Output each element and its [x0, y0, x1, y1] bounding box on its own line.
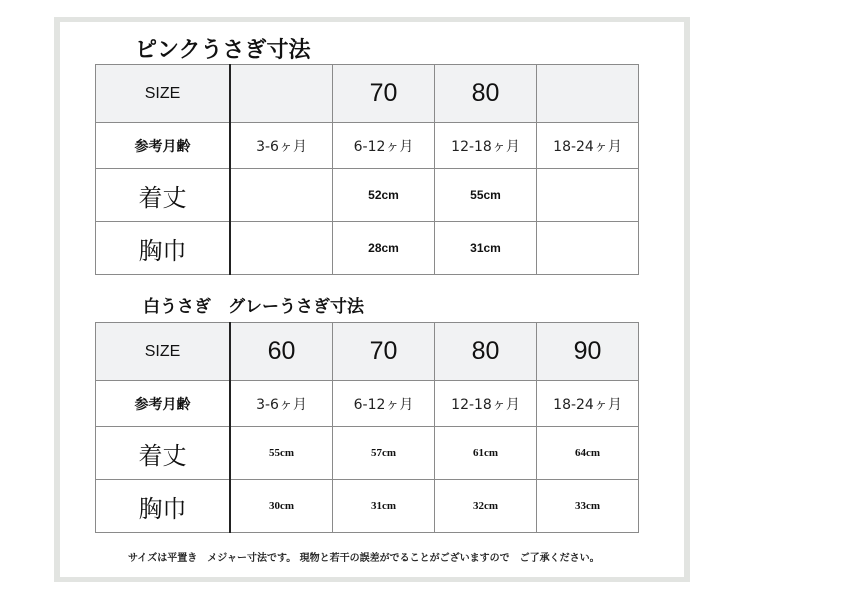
chest-cell: 31cm	[333, 480, 435, 533]
chest-cell: 32cm	[435, 480, 537, 533]
age-label: 参考月齢	[96, 381, 231, 427]
page-frame	[54, 17, 690, 582]
chest-cell: 28cm	[333, 222, 435, 275]
size-label: SIZE	[96, 323, 231, 381]
age-cell: 18-24ヶ月	[537, 381, 639, 427]
size-cell: 80	[435, 65, 537, 123]
age-cell: 18-24ヶ月	[537, 123, 639, 169]
length-cell: 64cm	[537, 427, 639, 480]
chest-cell	[537, 222, 639, 275]
table-row	[96, 65, 639, 123]
length-label: 着丈	[96, 427, 231, 480]
table-row	[96, 427, 639, 480]
size-cell	[230, 65, 333, 123]
age-cell: 3-6ヶ月	[230, 381, 333, 427]
length-cell	[230, 169, 333, 222]
measurement-note: サイズは平置き メジャー寸法です。 現物と若干の誤差がでることがございますので ご了承ください。	[128, 553, 600, 564]
length-cell: 55cm	[435, 169, 537, 222]
length-cell	[537, 169, 639, 222]
pink-rabbit-size-table	[95, 64, 639, 275]
table-row	[96, 123, 639, 169]
length-cell: 55cm	[230, 427, 333, 480]
chest-label: 胸巾	[96, 222, 231, 275]
size-cell: 80	[435, 323, 537, 381]
age-cell: 6-12ヶ月	[333, 123, 435, 169]
age-cell: 6-12ヶ月	[333, 381, 435, 427]
size-cell	[537, 65, 639, 123]
age-label: 参考月齢	[96, 123, 231, 169]
chest-cell: 33cm	[537, 480, 639, 533]
size-cell: 90	[537, 323, 639, 381]
white-gray-rabbit-size-table	[95, 322, 639, 533]
chest-label: 胸巾	[96, 480, 231, 533]
age-cell: 3-6ヶ月	[230, 123, 333, 169]
chest-cell: 31cm	[435, 222, 537, 275]
table-row	[96, 381, 639, 427]
table-row	[96, 222, 639, 275]
length-label: 着丈	[96, 169, 231, 222]
size-cell: 70	[333, 323, 435, 381]
size-cell: 60	[230, 323, 333, 381]
size-label: SIZE	[96, 65, 231, 123]
chest-cell	[230, 222, 333, 275]
length-cell: 57cm	[333, 427, 435, 480]
age-cell: 12-18ヶ月	[435, 381, 537, 427]
table-row	[96, 480, 639, 533]
white-gray-rabbit-size-title: 白うさぎ グレーうさぎ寸法	[143, 297, 364, 317]
content-panel	[60, 22, 684, 577]
length-cell: 52cm	[333, 169, 435, 222]
length-cell: 61cm	[435, 427, 537, 480]
age-cell: 12-18ヶ月	[435, 123, 537, 169]
size-cell: 70	[333, 65, 435, 123]
table-row	[96, 323, 639, 381]
chest-cell: 30cm	[230, 480, 333, 533]
table-row	[96, 169, 639, 222]
pink-rabbit-size-title: ピンクうさぎ寸法	[135, 38, 311, 63]
